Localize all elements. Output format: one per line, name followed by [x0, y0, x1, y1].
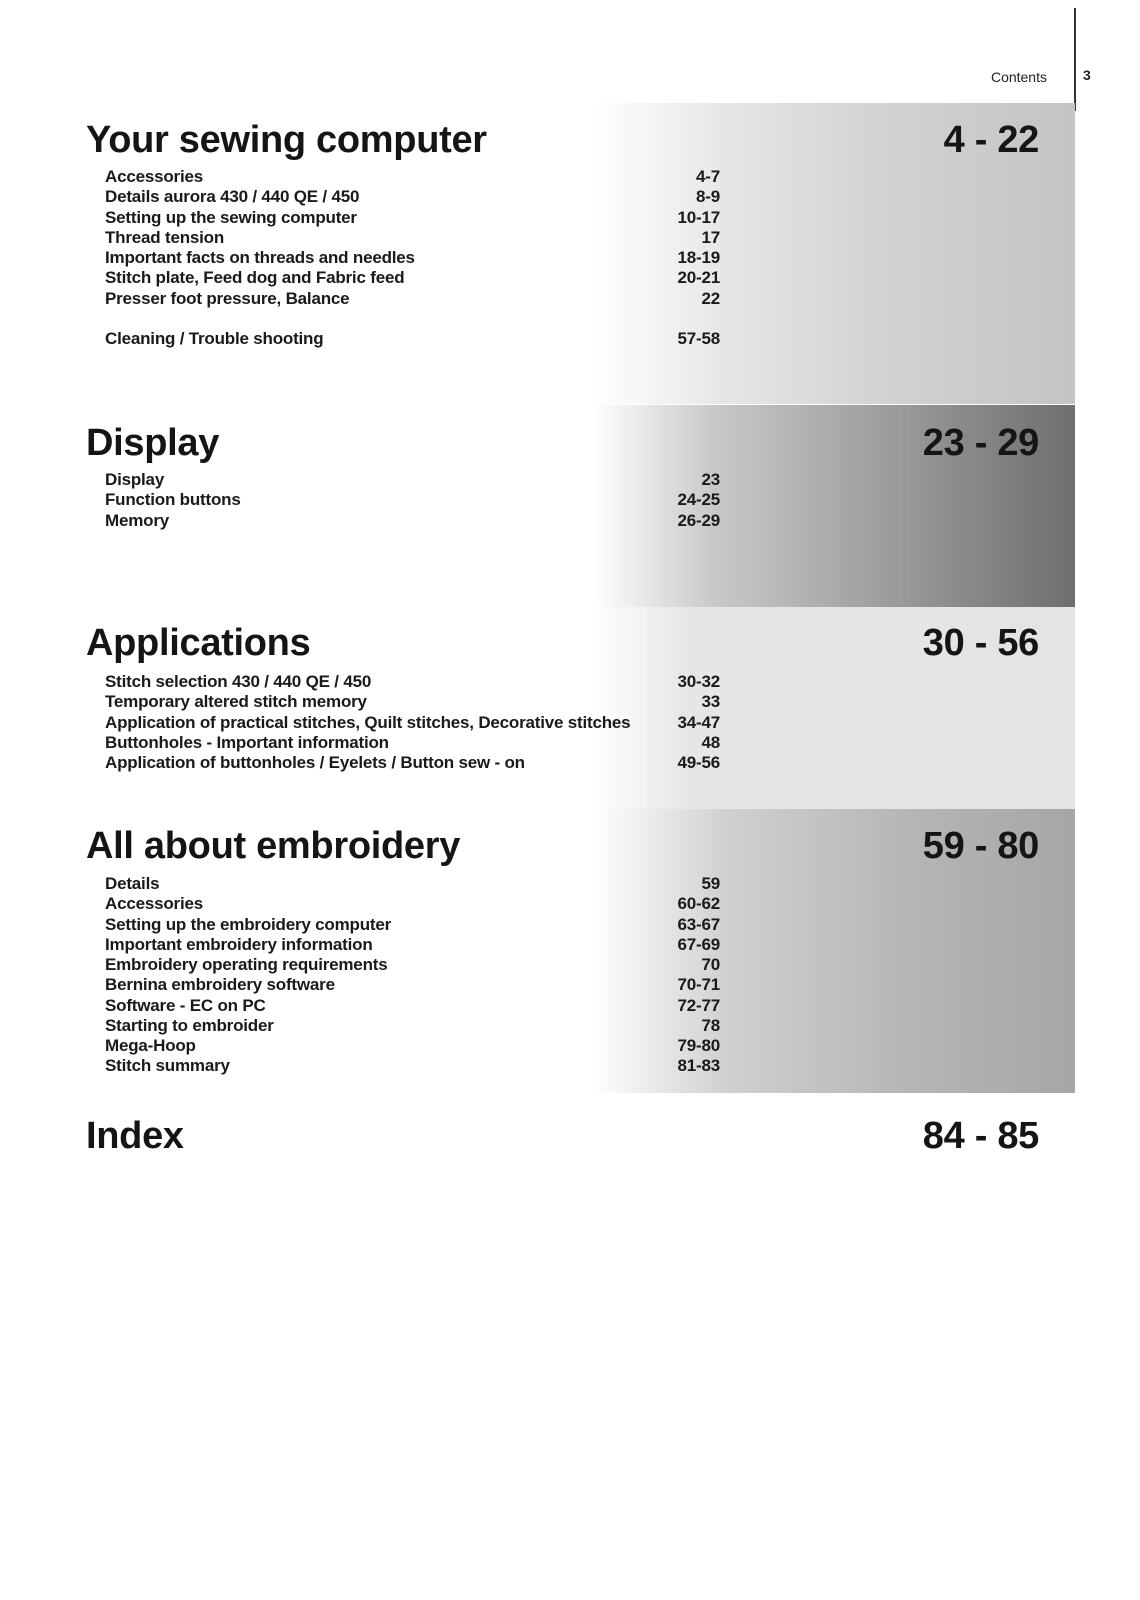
section-page-range: 30 - 56: [922, 622, 1039, 664]
toc-entry-pages: 67-69: [677, 934, 720, 954]
toc-entry-label: Setting up the embroidery computer: [105, 914, 392, 934]
toc-entry-pages: 26-29: [677, 510, 720, 530]
toc-entry-pages: 18-19: [677, 248, 720, 267]
toc-entry-pages: 30-32: [677, 672, 720, 691]
toc-entry-label: Bernina embroidery software: [105, 975, 335, 995]
section-page-range: 59 - 80: [922, 825, 1039, 867]
toc-entry-label: Stitch plate, Feed dog and Fabric feed: [105, 268, 405, 288]
page-number: 3: [1083, 67, 1091, 83]
toc-entry-label: Important embroidery information: [105, 934, 373, 954]
toc-entry[interactable]: [105, 1016, 720, 1036]
toc-entry-pages: 59: [701, 874, 720, 893]
toc-entry-label: Memory: [105, 510, 169, 530]
toc-entry[interactable]: [105, 874, 720, 894]
toc-entry[interactable]: [105, 248, 720, 268]
toc-entry[interactable]: [105, 490, 720, 510]
toc-entry-pages: 70: [701, 955, 720, 974]
toc-entry-label: Software - EC on PC: [105, 995, 266, 1015]
toc-entry-pages: 72-77: [677, 995, 720, 1015]
toc-entry-label: Important facts on threads and needles: [105, 248, 415, 267]
toc-entry-pages: 33: [701, 692, 720, 712]
section-page-range: 23 - 29: [922, 422, 1039, 464]
toc-list: [105, 470, 720, 531]
toc-entry-label: Buttonholes - Important information: [105, 732, 389, 752]
section-page-range: 4 - 22: [943, 119, 1039, 161]
toc-entry-pages: 63-67: [677, 914, 720, 934]
toc-entry-label: Mega-Hoop: [105, 1036, 196, 1055]
toc-entry-label: Application of practical stitches, Quilt stitches, Decorative stitches: [105, 712, 631, 732]
section-title: Applications: [86, 622, 311, 664]
toc-entry[interactable]: [105, 753, 720, 773]
toc-entry[interactable]: [105, 329, 720, 349]
toc-entry[interactable]: [105, 208, 720, 228]
toc-entry[interactable]: [105, 915, 720, 935]
toc-entry-label: Presser foot pressure, Balance: [105, 288, 350, 308]
toc-entry[interactable]: [105, 733, 720, 753]
section-title: All about embroidery: [86, 825, 461, 867]
toc-entry[interactable]: [105, 1056, 720, 1076]
toc-entry[interactable]: [105, 511, 720, 531]
toc-entry[interactable]: [105, 470, 720, 490]
toc-entry[interactable]: [105, 672, 720, 692]
toc-entry-label: Thread tension: [105, 227, 225, 247]
toc-entry-pages: 20-21: [677, 268, 720, 288]
toc-entry-pages: 48: [701, 732, 720, 752]
toc-entry-pages: 78: [701, 1015, 720, 1035]
toc-entry-pages: 23: [701, 470, 720, 489]
toc-list: [105, 874, 720, 1077]
toc-entry-label: Embroidery operating requirements: [105, 955, 388, 974]
toc-entry-pages: 8-9: [696, 187, 720, 207]
header-label: Contents: [990, 69, 1047, 85]
toc-entry-pages: 22: [701, 288, 720, 308]
toc-entry[interactable]: [105, 187, 720, 207]
section-page-range: 84 - 85: [922, 1115, 1039, 1157]
toc-entry-pages: 49-56: [677, 753, 720, 772]
toc-entry-pages: 34-47: [677, 712, 720, 732]
running-header: [991, 62, 1055, 92]
toc-entry-label: Application of buttonholes / Eyelets / Button sew - on: [105, 753, 525, 772]
toc-entry[interactable]: [105, 268, 720, 288]
toc-entry-label: Starting to embroider: [105, 1015, 274, 1035]
toc-entry[interactable]: [105, 894, 720, 914]
toc-entry-label: Details aurora 430 / 440 QE / 450: [105, 187, 360, 207]
toc-entry[interactable]: [105, 975, 720, 995]
toc-entry-pages: 24-25: [677, 490, 720, 510]
toc-entry-label: Stitch summary: [105, 1056, 230, 1076]
toc-entry-label: Accessories: [105, 894, 203, 914]
toc-entry-pages: 17: [701, 227, 720, 247]
toc-entry-label: Setting up the sewing computer: [105, 207, 357, 227]
toc-entry-pages: 60-62: [677, 894, 720, 914]
toc-list: [105, 167, 720, 349]
toc-entry-pages: 4-7: [696, 167, 720, 186]
section-title: Display: [86, 422, 220, 464]
toc-entry[interactable]: [105, 289, 720, 309]
toc-entry-label: Function buttons: [105, 490, 241, 510]
toc-entry-pages: 79-80: [677, 1036, 720, 1055]
toc-entry-label: Display: [105, 470, 165, 489]
header-divider: [1074, 8, 1076, 111]
toc-entry-label: Cleaning / Trouble shooting: [105, 328, 324, 348]
toc-entry[interactable]: [105, 996, 720, 1016]
toc-entry-label: Stitch selection 430 / 440 QE / 450: [105, 672, 372, 691]
toc-entry[interactable]: [105, 955, 720, 975]
toc-entry-label: Temporary altered stitch memory: [105, 692, 367, 712]
spacer: [105, 309, 720, 329]
toc-entry-pages: 57-58: [677, 328, 720, 348]
toc-entry-pages: 70-71: [677, 975, 720, 995]
toc-entry-pages: 10-17: [677, 207, 720, 227]
toc-entry[interactable]: [105, 692, 720, 712]
toc-entry[interactable]: [105, 167, 720, 187]
toc-entry[interactable]: [105, 228, 720, 248]
toc-list: [105, 672, 720, 773]
section-title: Index: [86, 1115, 184, 1157]
section-title: Your sewing computer: [86, 119, 487, 161]
toc-entry[interactable]: [105, 713, 720, 733]
toc-entry-label: Accessories: [105, 167, 203, 186]
toc-entry[interactable]: [105, 1036, 720, 1056]
toc-entry-label: Details: [105, 874, 160, 893]
toc-entry[interactable]: [105, 935, 720, 955]
toc-entry-pages: 81-83: [677, 1056, 720, 1076]
